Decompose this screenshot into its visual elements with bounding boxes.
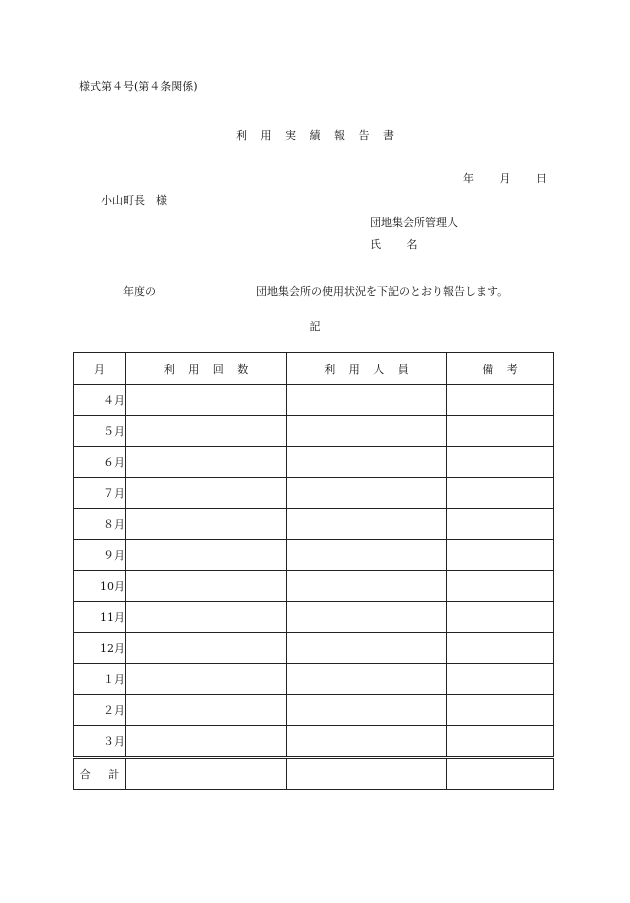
total-remarks-cell[interactable]: [447, 758, 554, 790]
table-row: [74, 447, 554, 478]
remarks-column-header: 備 考: [447, 353, 554, 385]
usage-count-cell[interactable]: [126, 416, 287, 447]
table-row: [74, 695, 554, 726]
users-cell[interactable]: [287, 602, 447, 633]
remarks-cell[interactable]: [447, 726, 554, 758]
addressee: 小山町長 様: [101, 194, 167, 207]
month-cell: ５月: [74, 416, 126, 447]
remarks-cell[interactable]: [447, 478, 554, 509]
users-cell[interactable]: [287, 633, 447, 664]
total-row: [74, 758, 554, 790]
usage-count-cell[interactable]: [126, 509, 287, 540]
table-row: [74, 416, 554, 447]
remarks-cell[interactable]: [447, 571, 554, 602]
month-cell: ２月: [74, 695, 126, 726]
month-cell: 11月: [74, 602, 126, 633]
table-row: [74, 478, 554, 509]
remarks-cell[interactable]: [447, 633, 554, 664]
ki-heading: 記: [309, 320, 321, 333]
month-column-header: 月: [74, 353, 126, 385]
total-label: 合 計: [74, 758, 126, 790]
name-label: 氏 名: [370, 238, 418, 251]
month-cell: ９月: [74, 540, 126, 571]
users-cell[interactable]: [287, 664, 447, 695]
usage-count-cell[interactable]: [126, 664, 287, 695]
table-row: [74, 571, 554, 602]
remarks-cell[interactable]: [447, 416, 554, 447]
users-cell[interactable]: [287, 478, 447, 509]
remarks-cell[interactable]: [447, 509, 554, 540]
users-column-header: 利 用 人 員: [287, 353, 447, 385]
usage-count-cell[interactable]: [126, 695, 287, 726]
table-row: [74, 726, 554, 758]
usage-count-cell[interactable]: [126, 726, 287, 758]
remarks-cell[interactable]: [447, 540, 554, 571]
usage-count-cell[interactable]: [126, 385, 287, 416]
date-line: 年 月 日: [463, 172, 547, 185]
usage-count-cell[interactable]: [126, 602, 287, 633]
month-cell: ３月: [74, 726, 126, 758]
users-cell[interactable]: [287, 571, 447, 602]
month-cell: ４月: [74, 385, 126, 416]
remarks-cell[interactable]: [447, 664, 554, 695]
month-cell: １月: [74, 664, 126, 695]
remarks-cell[interactable]: [447, 695, 554, 726]
users-cell[interactable]: [287, 695, 447, 726]
usage-count-cell[interactable]: [126, 571, 287, 602]
month-cell: ７月: [74, 478, 126, 509]
usage-count-cell[interactable]: [126, 447, 287, 478]
table-row: [74, 385, 554, 416]
usage-count-cell[interactable]: [126, 540, 287, 571]
usage-count-cell[interactable]: [126, 478, 287, 509]
month-cell: 12月: [74, 633, 126, 664]
month-cell: ６月: [74, 447, 126, 478]
usage-count-cell[interactable]: [126, 633, 287, 664]
table-row: [74, 540, 554, 571]
form-number: 様式第４号(第４条関係): [79, 80, 198, 93]
remarks-cell[interactable]: [447, 447, 554, 478]
users-cell[interactable]: [287, 447, 447, 478]
table-row: [74, 633, 554, 664]
remarks-cell[interactable]: [447, 602, 554, 633]
manager-label: 団地集会所管理人: [370, 216, 458, 229]
fiscal-year-label: 年度の: [123, 285, 156, 298]
month-cell: 10月: [74, 571, 126, 602]
table-row: [74, 602, 554, 633]
usage-report-table: [73, 352, 554, 790]
document-title: 利 用 実 績 報 告 書: [236, 129, 394, 142]
table-row: [74, 509, 554, 540]
report-statement: 団地集会所の使用状況を下記のとおり報告します。: [256, 285, 509, 298]
total-users-cell[interactable]: [287, 758, 447, 790]
usage-count-column-header: 利 用 回 数: [126, 353, 287, 385]
table-header-row: [74, 353, 554, 385]
users-cell[interactable]: [287, 385, 447, 416]
total-usage-count-cell[interactable]: [126, 758, 287, 790]
month-cell: ８月: [74, 509, 126, 540]
table-row: [74, 664, 554, 695]
users-cell[interactable]: [287, 509, 447, 540]
users-cell[interactable]: [287, 540, 447, 571]
remarks-cell[interactable]: [447, 385, 554, 416]
users-cell[interactable]: [287, 416, 447, 447]
users-cell[interactable]: [287, 726, 447, 758]
